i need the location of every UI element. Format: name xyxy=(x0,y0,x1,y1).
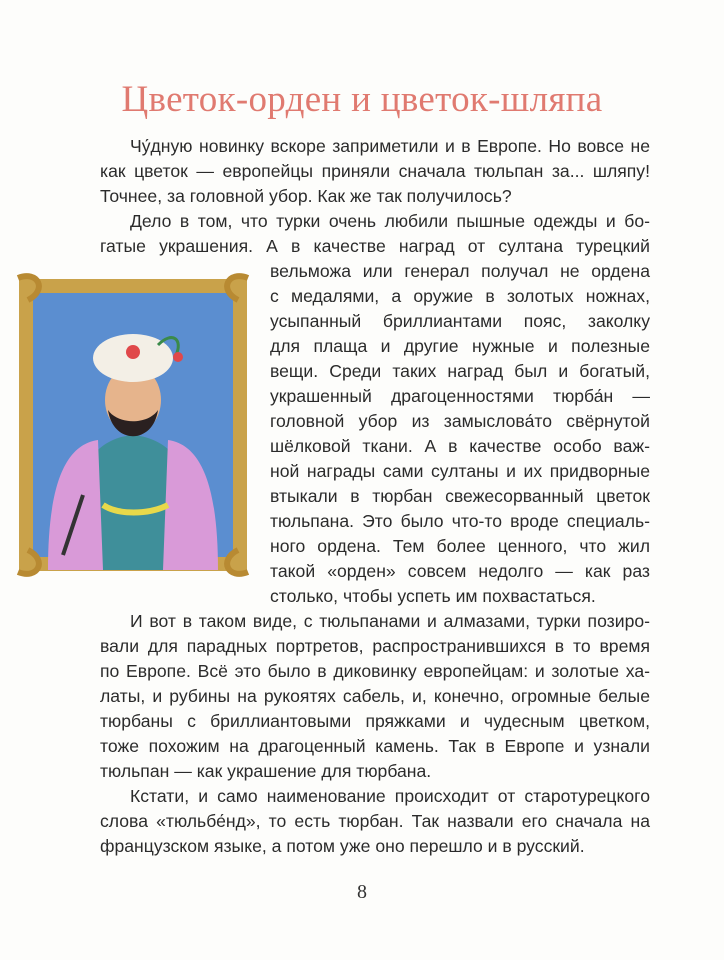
text-line: французском языке, а потом уже оно перешло и в русский. xyxy=(100,836,585,856)
text-line: вали для парадных портретов, распространившихся в то время xyxy=(100,636,650,656)
text-line: ной награды сами султаны и их придворные xyxy=(270,461,650,481)
text-line: столько, чтобы успеть им похвастаться. xyxy=(270,586,596,606)
portrait-illustration xyxy=(8,270,258,580)
text-line: тюльпан — как украшение для тюрбана. xyxy=(100,761,432,781)
text-line: вельможа или генерал получал не ордена xyxy=(270,261,650,281)
text-line: слова «тюльбе́нд», то есть тюрбан. Так назвали его сначала на xyxy=(100,811,650,831)
text-line: Дело в том, что турки очень любили пышные одежды и бо- xyxy=(130,211,650,231)
text-line: И вот в таком виде, с тюльпанами и алмазами, турки позиро- xyxy=(130,611,650,631)
text-line: по Европе. Всё это было в диковинку европейцам: и золотые ха- xyxy=(100,661,650,681)
text-line: головной убор из замыслова́то свёрнутой xyxy=(270,411,650,431)
page-title: Цветок-орден и цветок-шляпа xyxy=(121,79,603,120)
text-line: как цветок — европейцы приняли сначала тюльпан за... шляпу! xyxy=(100,161,650,181)
text-line: Точнее, за головной убор. Как же так получилось? xyxy=(100,186,512,206)
text-line: для плаща и другие нужные и полезные xyxy=(270,336,650,356)
text-line: вещи. Среди таких наград был и богатый, xyxy=(270,361,650,381)
text-line: украшенный драгоценностями тюрба́н — xyxy=(270,386,650,406)
text-line: усыпанный бриллиантами пояс, заколку xyxy=(270,311,650,331)
text-line: тюрбаны с бриллиантовыми пряжками и чудесным цветком, xyxy=(100,711,650,731)
text-line: с медалями, а оружие в золотых ножнах, xyxy=(270,286,650,306)
text-line: Кстати, и само наименование происходит от старотурецкого xyxy=(130,786,650,806)
text-line: тюльпана. Это было что-то вроде специаль- xyxy=(270,511,650,531)
text-line: такой «орден» совсем недолго — как раз xyxy=(270,561,650,581)
text-line: тоже похожим на драгоценный камень. Так в Европе и узнали xyxy=(100,736,650,756)
text-line: гатые украшения. А в качестве наград от султана турецкий xyxy=(100,236,650,256)
text-line: ного ордена. Тем более ценного, что жил xyxy=(270,536,650,556)
text-line: шёлковой ткани. А в качестве особо важ- xyxy=(270,436,650,456)
text-line: латы, и рубины на рукоятях сабель, и, конечно, огромные белые xyxy=(100,686,650,706)
page-number: 8 xyxy=(357,881,367,903)
text-line: Чу́дную новинку вскоре заприметили и в Европе. Но вовсе не xyxy=(130,136,650,156)
text-line: втыкали в тюрбан свежесорванный цветок xyxy=(270,486,650,506)
